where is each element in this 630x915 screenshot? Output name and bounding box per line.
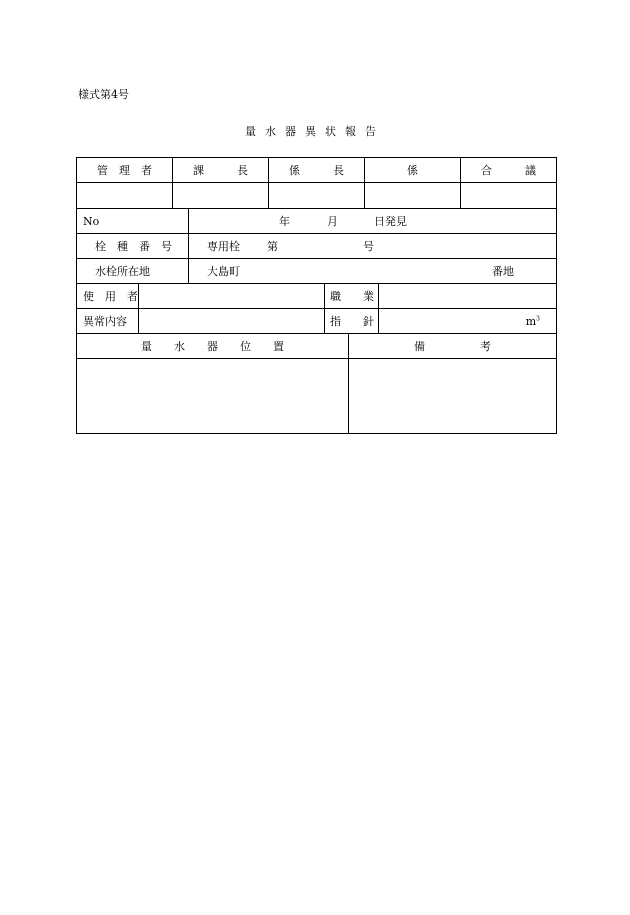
row-hydrant bbox=[77, 234, 556, 259]
row-location bbox=[77, 259, 556, 284]
remarks-label-cell bbox=[349, 334, 556, 358]
header-consultation: 合 議 bbox=[481, 164, 536, 177]
header-manager: 管 理 者 bbox=[77, 158, 173, 182]
approval-header-row bbox=[77, 158, 556, 183]
hydrant-go: 号 bbox=[363, 240, 374, 253]
date-month: 月 bbox=[327, 215, 338, 228]
stamp-manager[interactable] bbox=[77, 183, 173, 208]
remarks-label: 備 考 bbox=[414, 340, 491, 353]
location-value-cell[interactable] bbox=[189, 259, 556, 283]
occupation-label-cell bbox=[325, 284, 379, 308]
occupation-value-cell[interactable] bbox=[379, 284, 556, 308]
header-subsection-chief: 係 長 bbox=[269, 158, 365, 182]
abnormal-label-cell bbox=[77, 309, 139, 333]
row-user bbox=[77, 284, 556, 309]
user-label: 使 用 者 bbox=[83, 290, 138, 303]
hydrant-label: 栓 種 番 号 bbox=[95, 240, 172, 253]
report-number-cell[interactable] bbox=[77, 209, 189, 233]
header-section-chief: 課 長 bbox=[173, 158, 269, 182]
page-title: 量水器異状報告 bbox=[245, 125, 385, 138]
row-position-remarks-header bbox=[77, 334, 556, 359]
meter-label: 指 針 bbox=[330, 315, 374, 328]
meter-value-cell[interactable] bbox=[379, 309, 556, 333]
stamp-staff[interactable] bbox=[365, 183, 461, 208]
stamp-consultation[interactable] bbox=[461, 183, 556, 208]
meter-label-cell bbox=[325, 309, 379, 333]
location-banchi: 番地 bbox=[492, 265, 514, 278]
hydrant-dai: 第 bbox=[267, 240, 278, 253]
location-town: 大島町 bbox=[207, 265, 240, 278]
no-label: No bbox=[83, 214, 100, 228]
row-position-remarks-body bbox=[77, 359, 556, 433]
row-number-date bbox=[77, 209, 556, 234]
location-label: 水栓所在地 bbox=[95, 265, 150, 278]
meter-unit: $m^3$ bbox=[525, 314, 540, 328]
hydrant-label-cell bbox=[77, 234, 189, 258]
hydrant-type: 専用栓 bbox=[207, 240, 240, 253]
abnormal-label: 異常内容 bbox=[83, 315, 127, 328]
position-label: 量 水 器 位 置 bbox=[141, 340, 284, 353]
form-number: 様式第4号 bbox=[78, 88, 129, 101]
date-year: 年 bbox=[279, 215, 290, 228]
row-abnormal bbox=[77, 309, 556, 334]
stamp-subsection-chief[interactable] bbox=[269, 183, 365, 208]
report-table bbox=[76, 208, 557, 434]
stamp-section-chief[interactable] bbox=[173, 183, 269, 208]
approval-table bbox=[76, 157, 557, 209]
date-day: 日発見 bbox=[374, 215, 407, 228]
user-value-cell[interactable] bbox=[139, 284, 325, 308]
occupation-label: 職 業 bbox=[330, 290, 374, 303]
position-label-cell bbox=[77, 334, 349, 358]
location-label-cell bbox=[77, 259, 189, 283]
header-staff: 係 bbox=[365, 158, 461, 182]
abnormal-value-cell[interactable] bbox=[139, 309, 325, 333]
user-label-cell bbox=[77, 284, 139, 308]
approval-stamp-row bbox=[77, 183, 556, 208]
discovery-date-cell[interactable] bbox=[189, 209, 556, 233]
remarks-value-cell[interactable] bbox=[349, 359, 556, 433]
position-value-cell[interactable] bbox=[77, 359, 349, 433]
hydrant-value-cell[interactable] bbox=[189, 234, 556, 258]
